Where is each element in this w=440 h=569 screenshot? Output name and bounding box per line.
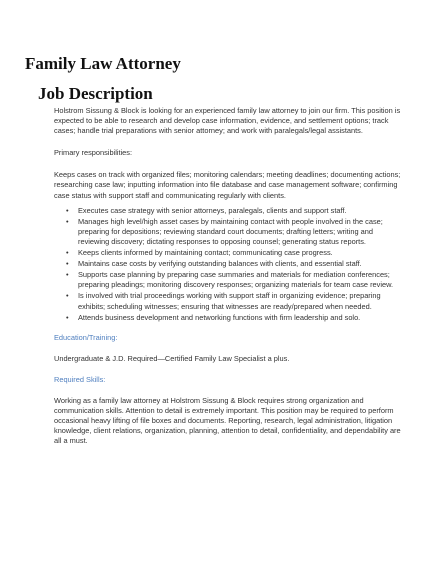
- primary-responsibilities-label: Primary responsibilities:: [54, 148, 133, 158]
- list-item: • Executes case strategy with senior attorneys, paralegals, clients and support staff.: [78, 206, 404, 216]
- document-body: [54, 106, 404, 446]
- skills-heading: Required Skills:: [54, 374, 106, 384]
- list-item: • Manages high level/high asset cases by maintaining contact with people involved in the case; preparing for depositions; reviewing standard court documents; drafting letters; writing and reviewing discovery; dictating responses to opposing counsel; generating status reports.: [78, 217, 404, 247]
- list-item: • Attends business development and networking functions with firm leadership and solo.: [78, 313, 404, 323]
- duties-list: [54, 206, 404, 323]
- education-text: Undergraduate & J.D. Required—Certified Family Law Specialist a plus.: [54, 353, 290, 363]
- overview-paragraph: Keeps cases on track with organized files; monitoring calendars; meeting deadlines; documenting actions; researching case law; inputting information into file database and case management software; confirming case status with support staff and communicating regularly with clients.: [54, 170, 401, 200]
- document-title: Family Law Attorney: [25, 54, 181, 73]
- list-item: • Supports case planning by preparing case summaries and materials for mediation conferences; preparing pleadings; monitoring discovery responses; organizing materials for team case review.: [78, 270, 404, 290]
- skills-paragraph: Working as a family law attorney at Holstrom Sissung & Block requires strong organization and communication skills. Attention to detail is extremely important. This position may be required to perform occasional heavy lifting of file boxes and documents. Reporting, research, legal administration, litigation knowledge, client relations, organization, planning, attention to detail, confidentiality, and dependability are all a must.: [54, 395, 401, 446]
- list-item: • Keeps clients informed by maintaining contact; communicating case progress.: [78, 248, 404, 258]
- education-heading: Education/Training:: [54, 332, 118, 342]
- list-item: • Maintains case costs by verifying outstanding balances with clients, and essential staff.: [78, 259, 404, 269]
- document-subtitle: Job Description: [38, 84, 153, 103]
- intro-paragraph: Holstrom Sissung & Block is looking for an experienced family law attorney to join our firm. This position is expected to be able to research and develop case information, evidence, and settlement options; track cases; handle trial preparations with senior attorney; and work with paralegals/legal assistants.: [54, 106, 401, 136]
- list-item: • Is involved with trial proceedings working with support staff in organizing evidence; preparing exhibits; scheduling witnesses; ensuring that witnesses are ready/prepared when needed.: [78, 291, 404, 311]
